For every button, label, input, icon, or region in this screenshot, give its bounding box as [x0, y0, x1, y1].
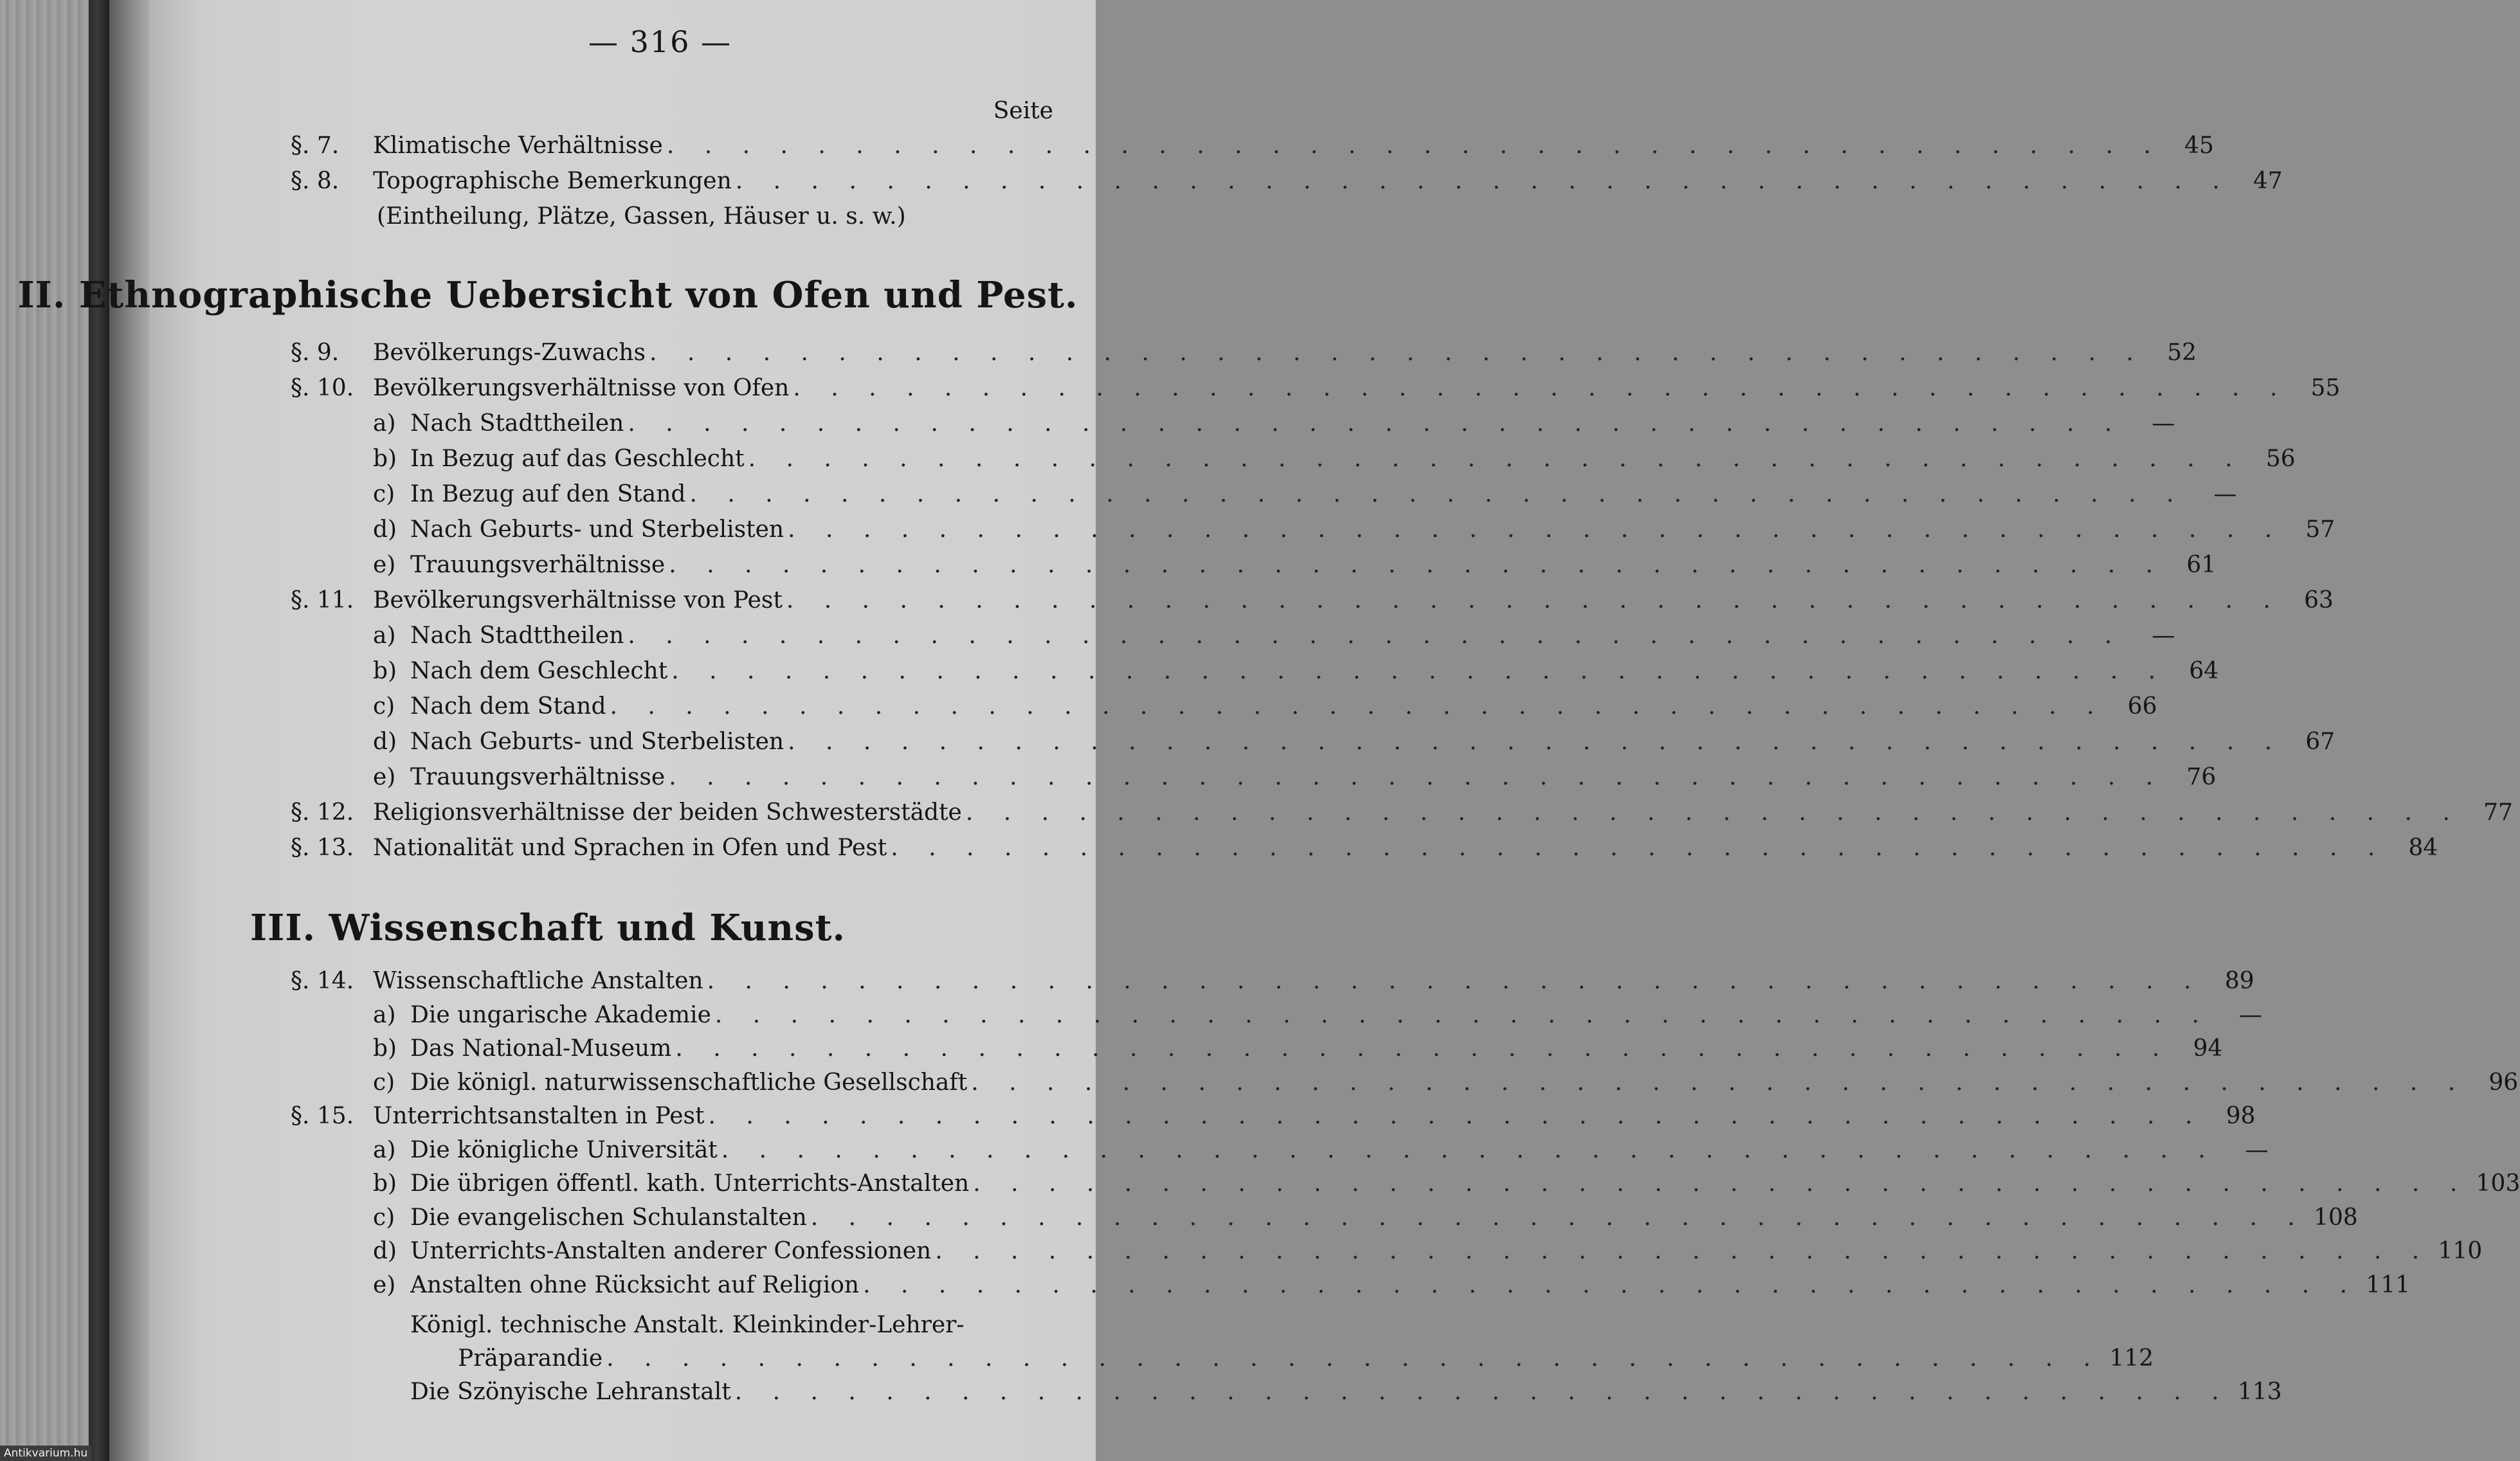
toc-row: [291, 481, 2237, 513]
toc-entry-title: Bevölkerungs-Zuwachs: [373, 340, 646, 366]
toc-dot-leader: . . . . . . . . . . . . . . . . . . . . . . . . . . . . . . . . . . . . . . . .: [628, 410, 2124, 437]
toc-entry-title: Die übrigen öffentl. kath. Unterrichts-Anstalten: [410, 1170, 970, 1197]
toc-row: [291, 168, 2283, 200]
toc-subsection-letter: d): [373, 516, 397, 543]
toc-entry-title: Unterrichtsanstalten in Pest: [373, 1103, 705, 1129]
toc-page-number: 55: [2310, 375, 2341, 401]
toc-row: [291, 1379, 2282, 1411]
toc-subsection-letter: c): [373, 481, 395, 507]
toc-entry-title: Trauungsverhältnisse: [410, 552, 666, 578]
toc-row: [291, 1170, 2520, 1202]
toc-entry-title: Nach dem Geschlecht: [410, 658, 668, 684]
toc-row: [291, 968, 2254, 1000]
toc-entry-title: Topographische Bemerkungen: [373, 168, 732, 194]
toc-dot-leader: . . . . . . . . . . . . . . . . . . . . . . . . . . . . . . . . . . . . . . . .: [973, 1170, 2469, 1197]
toc-row: [291, 1345, 2154, 1377]
toc-page-number: 56: [2265, 446, 2296, 472]
toc-section-number: §. 15.: [291, 1103, 354, 1129]
toc-page-number: 77: [2483, 799, 2513, 826]
toc-section-number: §. 7.: [291, 132, 340, 159]
toc-dot-leader: . . . . . . . . . . . . . . . . . . . . . . . . . . . . . . . . . . . . . . . .: [788, 729, 2284, 755]
toc-page-number: 61: [2186, 552, 2216, 578]
toc-page-number: 108: [2314, 1204, 2358, 1231]
toc-entry-title: Anstalten ohne Rücksicht auf Religion: [410, 1271, 860, 1298]
toc-dot-leader: . . . . . . . . . . . . . . . . . . . . . . . . . . . . . . . . . . . . . . . .: [734, 1379, 2231, 1405]
toc-subsection-letter: e): [373, 764, 396, 790]
toc-section-number: §. 10.: [291, 375, 354, 401]
toc-row: [291, 729, 2335, 761]
toc-page-number: 64: [2189, 658, 2219, 684]
toc-entry-title: In Bezug auf den Stand: [410, 481, 686, 507]
toc-page-number: 66: [2127, 693, 2157, 720]
toc-row: [291, 587, 2334, 619]
toc-row: [291, 132, 2214, 165]
toc-subsection-letter: b): [373, 658, 397, 684]
toc-row: [291, 1271, 2411, 1304]
toc-dot-leader: . . . . . . . . . . . . . . . . . . . . . . . . . . . . . . . . . . . . . . . .: [788, 516, 2284, 543]
toc-entry-title: Nach Stadttheilen: [410, 410, 624, 437]
toc-section-number: §. 13.: [291, 835, 354, 861]
toc-row: [291, 1103, 2256, 1135]
toc-entry-title: Nach Geburts- und Sterbelisten: [410, 729, 784, 755]
toc-entry-title: Klimatische Verhältnisse: [373, 132, 663, 159]
toc-subsection-letter: a): [373, 1001, 396, 1028]
toc-row: [291, 375, 2341, 407]
toc-dot-leader: . . . . . . . . . . . . . . . . . . . . . . . . . . . . . . . . . . . . . . . .: [610, 693, 2106, 720]
toc-dot-leader: . . . . . . . . . . . . . . . . . . . . . . . . . . . . . . . . . . . . . . . .: [669, 764, 2165, 790]
heading-section-II: II. Ethnographische Uebersicht von Ofen und Pest.: [17, 274, 1078, 316]
toc-page-number: 113: [2238, 1379, 2282, 1405]
toc-entry-title: Wissenschaftliche Anstalten: [373, 968, 703, 994]
toc-subsection-letter: e): [373, 1271, 396, 1298]
toc-entry-title: Nationalität und Sprachen in Ofen und Pest: [373, 835, 887, 861]
toc-entry-title: Die königliche Universität: [410, 1136, 718, 1163]
toc-subsection-letter: b): [373, 1170, 397, 1197]
toc-row: [291, 410, 2175, 442]
toc-dot-leader: . . . . . . . . . . . . . . . . . . . . . . . . . . . . . . . . . . . . . . . .: [793, 375, 2289, 401]
toc-dot-leader: . . . . . . . . . . . . . . . . . . . . . . . . . . . . . . . . . . . . . . . .: [965, 799, 2461, 826]
toc-dot-leader: . . . . . . . . . . . . . . . . . . . . . . . . . . . . . . . . . . . . . . . .: [671, 658, 2168, 684]
toc-subsection-letter: c): [373, 693, 395, 720]
page-gutter: [109, 0, 149, 1461]
toc-subsection-letter: b): [373, 446, 397, 472]
toc-dot-leader: . . . . . . . . . . . . . . . . . . . . . . . . . . . . . . . . . . . . . . . .: [863, 1271, 2359, 1298]
toc-row: [291, 1204, 2358, 1237]
toc-row: [291, 516, 2335, 549]
toc-dot-leader: . . . . . . . . . . . . . . . . . . . . . . . . . . . . . . . . . . . . . . . .: [810, 1204, 2307, 1231]
toc-row: [291, 622, 2175, 655]
toc-page-number: 110: [2438, 1238, 2483, 1264]
toc-dot-leader: . . . . . . . . . . . . . . . . . . . . . . . . . . . . . . . . . . . . . . . .: [735, 168, 2231, 194]
toc-page-number: 47: [2253, 168, 2283, 194]
toc-entry-title: In Bezug auf das Geschlecht: [410, 446, 745, 472]
toc-page-number: 103: [2476, 1170, 2520, 1197]
toc-row: [291, 552, 2216, 584]
toc-dot-leader: . . . . . . . . . . . . . . . . . . . . . . . . . . . . . . . . . . . . . . . .: [649, 340, 2145, 366]
toc-row: [291, 1136, 2269, 1169]
toc-section-number: §. 8.: [291, 168, 340, 194]
toc-page-number: 63: [2304, 587, 2334, 613]
toc-row: [291, 835, 2438, 867]
toc-dot-leader: . . . . . . . . . . . . . . . . . . . . . . . . . . . . . . . . . . . . . . . .: [666, 132, 2162, 159]
toc-page-number: 111: [2366, 1271, 2411, 1298]
toc-page-number: 45: [2184, 132, 2214, 159]
toc-dot-leader: . . . . . . . . . . . . . . . . . . . . . . . . . . . . . . . . . . . . . . . .: [891, 835, 2387, 861]
toc-subsection-letter: c): [373, 1069, 395, 1096]
toc-entry-title: Das National-Museum: [410, 1035, 672, 1062]
toc-row: [291, 340, 2197, 372]
toc-subsection-letter: d): [373, 729, 397, 755]
toc-dot-leader: . . . . . . . . . . . . . . . . . . . . . . . . . . . . . . . . . . . . . . . .: [971, 1069, 2467, 1096]
toc-entry-title: Bevölkerungsverhältnisse von Ofen: [373, 375, 790, 401]
toc-page-number: 76: [2186, 764, 2216, 790]
toc-page-number: 96: [2488, 1069, 2519, 1096]
watermark-footer: Antikvarium.hu: [0, 1446, 91, 1461]
toc-dot-leader: . . . . . . . . . . . . . . . . . . . . . . . . . . . . . . . . . . . . . . . .: [606, 1345, 2103, 1372]
toc-dot-leader: . . . . . . . . . . . . . . . . . . . . . . . . . . . . . . . . . . . . . . . .: [748, 446, 2244, 472]
toc-entry-title: Die ungarische Akademie: [410, 1001, 711, 1028]
toc-row: [291, 1035, 2223, 1067]
toc-entry-title: Unterrichts-Anstalten anderer Confessionen: [410, 1238, 932, 1264]
toc-entry-title: Nach Stadttheilen: [410, 622, 624, 649]
book-spine: [89, 0, 109, 1461]
toc-page-number: 98: [2225, 1103, 2256, 1129]
toc-row: [291, 658, 2219, 690]
note-section-8: (Eintheilung, Plätze, Gassen, Häuser u. s. w.): [377, 203, 906, 230]
toc-row: [291, 1001, 2262, 1034]
toc-page-number: —: [2245, 1136, 2269, 1163]
toc-entry-title: Die königl. naturwissenschaftliche Gesellschaft: [410, 1069, 968, 1096]
toc-entry-title: Präparandie: [458, 1345, 603, 1372]
toc-entry-title: Die evangelischen Schulanstalten: [410, 1204, 807, 1231]
toc-row: [291, 1238, 2483, 1270]
page-number: — 316 —: [588, 24, 732, 59]
toc-page-number: 67: [2305, 729, 2335, 755]
toc-page-number: 94: [2193, 1035, 2223, 1062]
toc-dot-leader: . . . . . . . . . . . . . . . . . . . . . . . . . . . . . . . . . . . . . . . .: [707, 968, 2203, 994]
toc-subsection-letter: a): [373, 622, 396, 649]
toc-dot-leader: . . . . . . . . . . . . . . . . . . . . . . . . . . . . . . . . . . . . . . . .: [675, 1035, 2171, 1062]
toc-page-number: 52: [2167, 340, 2197, 366]
toc-row: [291, 693, 2157, 725]
toc-subsection-letter: c): [373, 1204, 395, 1231]
toc-entry-title: Nach Geburts- und Sterbelisten: [410, 516, 784, 543]
toc-entry-title: Nach dem Stand: [410, 693, 606, 720]
toc-dot-leader: . . . . . . . . . . . . . . . . . . . . . . . . . . . . . . . . . . . . . . . .: [786, 587, 2282, 613]
toc-row: [291, 446, 2296, 478]
toc-page-number: 89: [2224, 968, 2254, 994]
toc-section-number: §. 12.: [291, 799, 354, 826]
toc-entry-title: Religionsverhältnisse der beiden Schwesterstädte: [373, 799, 962, 826]
toc-row: [291, 1069, 2519, 1102]
toc-subsection-letter: a): [373, 410, 396, 437]
toc-section-number: §. 14.: [291, 968, 354, 994]
toc-entry-title: Die Szönyische Lehranstalt: [410, 1379, 731, 1405]
toc-page-number: —: [2152, 410, 2175, 437]
toc-entry-title: Trauungsverhältnisse: [410, 764, 666, 790]
toc-dot-leader: . . . . . . . . . . . . . . . . . . . . . . . . . . . . . . . . . . . . . . . .: [935, 1238, 2431, 1264]
toc-row: [291, 764, 2216, 796]
toc-dot-leader: . . . . . . . . . . . . . . . . . . . . . . . . . . . . . . . . . . . . . . . .: [689, 481, 2186, 507]
toc-entry-title: Bevölkerungsverhältnisse von Pest: [373, 587, 783, 613]
toc-page-number: 57: [2305, 516, 2335, 543]
note-subsection-e-line1: Königl. technische Anstalt. Kleinkinder-Lehrer-: [410, 1312, 965, 1338]
heading-section-III: III. Wissenschaft und Kunst.: [249, 907, 846, 949]
toc-subsection-letter: e): [373, 552, 396, 578]
toc-section-number: §. 9.: [291, 340, 340, 366]
toc-section-number: §. 11.: [291, 587, 354, 613]
toc-row: [291, 799, 2513, 831]
toc-subsection-letter: b): [373, 1035, 397, 1062]
toc-dot-leader: . . . . . . . . . . . . . . . . . . . . . . . . . . . . . . . . . . . . . . . .: [714, 1001, 2211, 1028]
toc-subsection-letter: a): [373, 1136, 396, 1163]
book-edge: [0, 0, 89, 1461]
toc-dot-leader: . . . . . . . . . . . . . . . . . . . . . . . . . . . . . . . . . . . . . . . .: [628, 622, 2124, 649]
toc-page-number: 112: [2109, 1345, 2154, 1372]
seite-column-label: Seite: [993, 98, 1053, 124]
toc-dot-leader: . . . . . . . . . . . . . . . . . . . . . . . . . . . . . . . . . . . . . . . .: [669, 552, 2165, 578]
toc-dot-leader: . . . . . . . . . . . . . . . . . . . . . . . . . . . . . . . . . . . . . . . .: [721, 1136, 2217, 1163]
toc-page-number: —: [2213, 481, 2237, 507]
toc-page-number: —: [2152, 622, 2175, 649]
toc-subsection-letter: d): [373, 1238, 397, 1264]
toc-dot-leader: . . . . . . . . . . . . . . . . . . . . . . . . . . . . . . . . . . . . . . . .: [708, 1103, 2204, 1129]
toc-page-number: 84: [2408, 835, 2438, 861]
toc-page-number: —: [2238, 1001, 2262, 1028]
